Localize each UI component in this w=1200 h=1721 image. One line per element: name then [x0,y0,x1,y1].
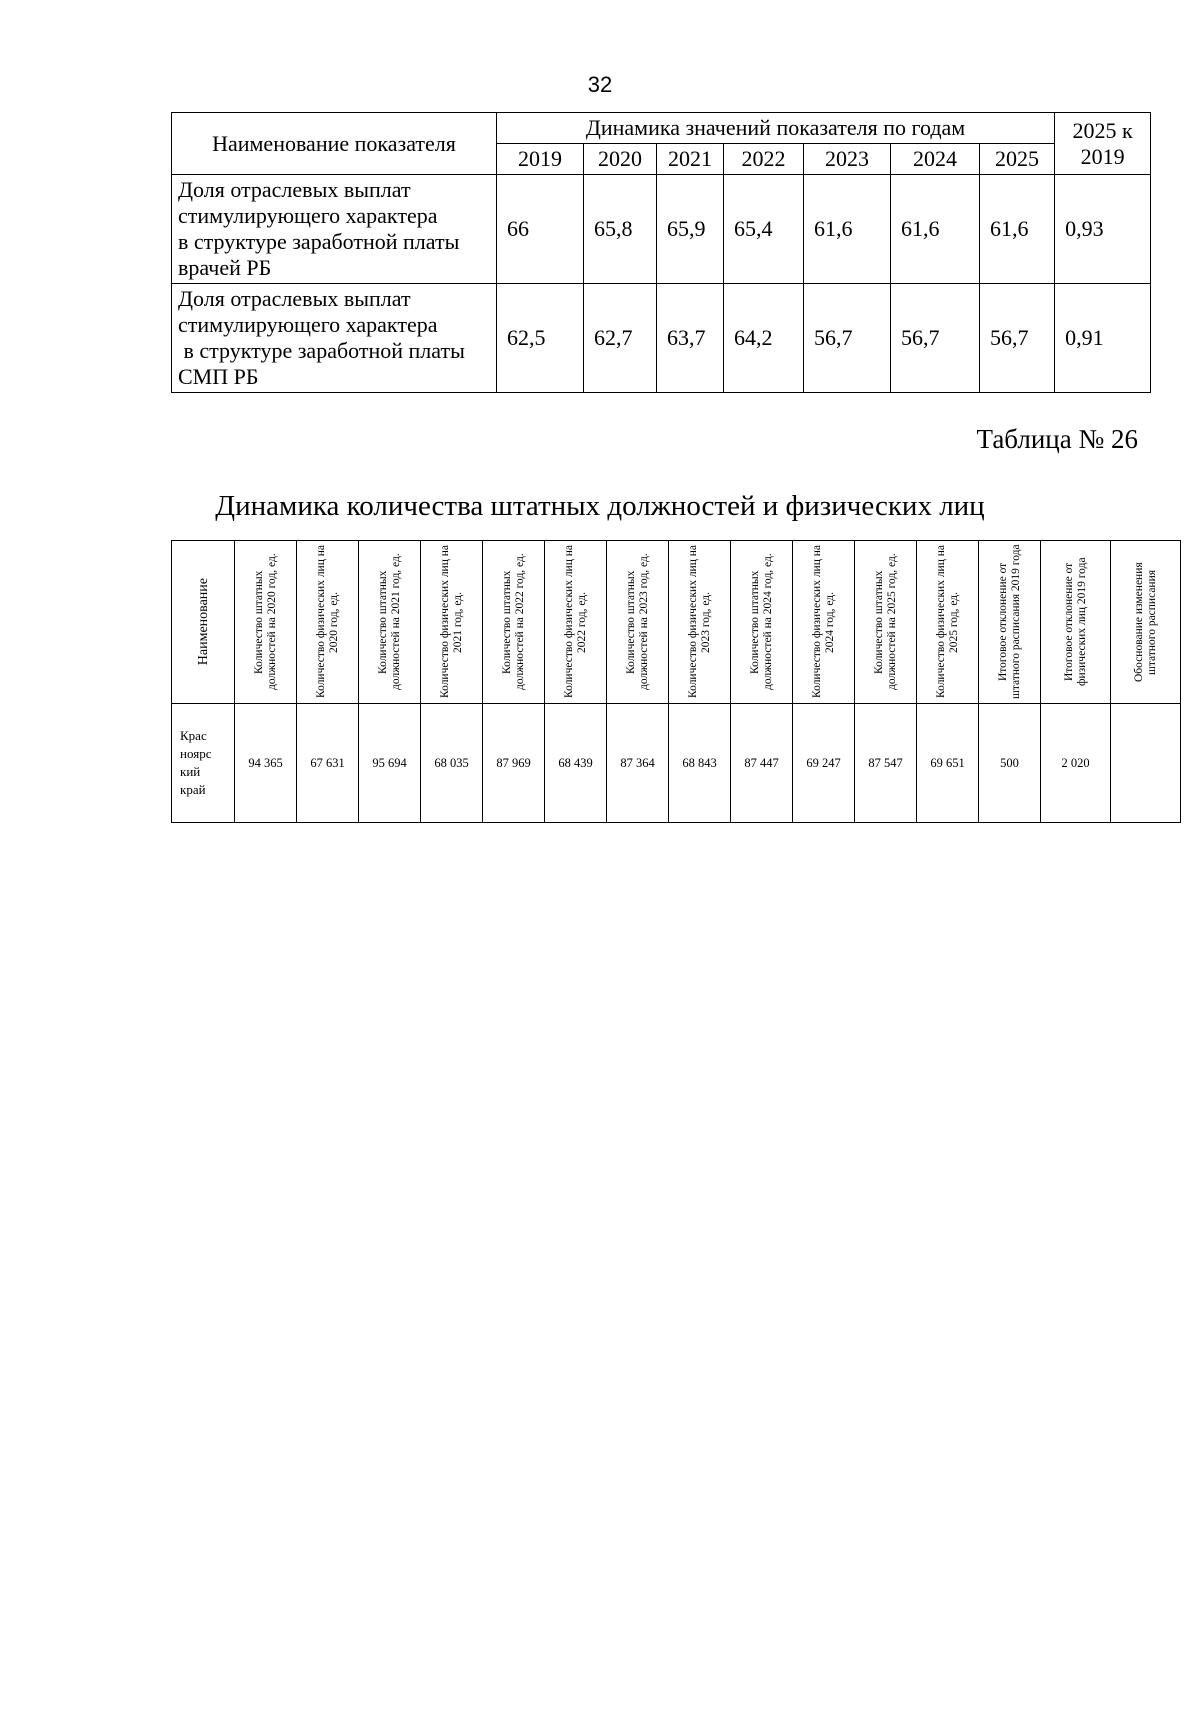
staff-dynamics-table [171,540,1181,823]
page-number: 32 [587,72,613,97]
indicator-name-line: стимулирующего характера [178,203,438,228]
header-text: Количество физических лиц на 2025 год, ед. [934,545,960,699]
header-cell [979,541,1041,704]
header-cell [235,541,297,704]
value-cell: 63,7 [657,284,724,393]
value-cell: 56,7 [891,284,980,393]
table-label: Таблица № 26 [976,424,1138,454]
value-cell: 95 694 [359,704,421,823]
value-cell: 94 365 [235,704,297,823]
header-year: 2024 [891,144,980,175]
value-cell: 500 [979,704,1041,823]
value-cell: 65,8 [584,175,657,284]
value-cell: 69 247 [793,704,855,823]
header-text: Обоснование изменения штатного расписания [1132,562,1158,682]
value-cell: 61,6 [891,175,980,284]
header-text: Количество штатных должностей на 2022 год, ед. [500,553,526,691]
indicator-name [172,284,497,393]
table-row [172,704,1181,823]
value-cell: 87 447 [731,704,793,823]
header-cell [731,541,793,704]
value-cell: 2 020 [1041,704,1111,823]
ratio-cell: 0,93 [1055,175,1151,284]
header-text: Наименование [195,578,211,666]
value-cell: 56,7 [980,284,1055,393]
region-cell [172,704,235,823]
header-year: 2023 [804,144,891,175]
header-cell [421,541,483,704]
header-text: Количество физических лиц на 2021 год, ед. [438,545,464,699]
header-text: Итоговое отклонение от физических лиц 2019 года [1062,557,1088,687]
header-years-span: Динамика значений показателя по годам [497,113,1055,144]
region-line: ноярс [180,746,212,761]
header-year: 2020 [584,144,657,175]
value-cell: 68 843 [669,704,731,823]
header-ratio: 2025 к 2019 [1055,113,1151,175]
indicator-name-line: стимулирующего характера [178,312,438,337]
header-year: 2019 [497,144,584,175]
header-year: 2022 [724,144,804,175]
region-line: кий [180,764,201,779]
value-cell: 65,9 [657,175,724,284]
justification-cell [1111,704,1181,823]
value-cell: 66 [497,175,584,284]
table-row [172,284,1151,393]
header-year: 2021 [657,144,724,175]
header-indicator-name: Наименование показателя [172,113,497,175]
value-cell: 62,7 [584,284,657,393]
header-text: Количество штатных должностей на 2021 год, ед. [376,553,402,691]
header-cell [917,541,979,704]
header-cell [297,541,359,704]
header-cell [483,541,545,704]
value-cell: 69 651 [917,704,979,823]
header-text: Количество штатных должностей на 2020 год, ед. [252,553,278,691]
table-title: Динамика количества штатных должностей и физических лиц [215,490,985,522]
value-cell: 65,4 [724,175,804,284]
value-cell: 61,6 [804,175,891,284]
region-line: Крас [180,728,207,743]
ratio-cell: 0,91 [1055,284,1151,393]
value-cell: 87 969 [483,704,545,823]
header-cell [1111,541,1181,704]
header-name [172,541,235,704]
value-cell: 62,5 [497,284,584,393]
header-cell [855,541,917,704]
header-cell [359,541,421,704]
header-cell [545,541,607,704]
value-cell: 64,2 [724,284,804,393]
header-text: Количество штатных должностей на 2024 год, ед. [748,553,774,691]
indicator-name-line: Доля отраслевых выплат [178,286,411,311]
header-text: Количество штатных должностей на 2023 год, ед. [624,553,650,691]
indicator-name-line: в структуре заработной платы [178,338,465,363]
value-cell: 67 631 [297,704,359,823]
indicator-name-line: СМП РБ [178,364,259,389]
header-cell [607,541,669,704]
header-cell [793,541,855,704]
value-cell: 56,7 [804,284,891,393]
indicator-name-line: врачей РБ [178,255,272,280]
header-text: Количество физических лиц на 2020 год, ед. [314,545,340,699]
header-text: Итоговое отклонение от штатного расписания 2019 года [996,544,1022,700]
header-text: Количество физических лиц на 2023 год, ед. [686,545,712,699]
indicator-name-line: Доля отраслевых выплат [178,177,411,202]
value-cell: 68 035 [421,704,483,823]
header-text: Количество физических лиц на 2024 год, ед. [810,545,836,699]
table-row [172,175,1151,284]
indicator-dynamics-table [171,112,1151,393]
header-cell [1041,541,1111,704]
indicator-name [172,175,497,284]
value-cell: 87 547 [855,704,917,823]
value-cell: 87 364 [607,704,669,823]
region-line: край [180,782,206,797]
header-cell [669,541,731,704]
header-text: Количество штатных должностей на 2025 год, ед. [872,553,898,691]
header-year: 2025 [980,144,1055,175]
indicator-name-line: в структуре заработной платы [178,229,460,254]
value-cell: 61,6 [980,175,1055,284]
header-text: Количество физических лиц на 2022 год, ед. [562,545,588,699]
value-cell: 68 439 [545,704,607,823]
